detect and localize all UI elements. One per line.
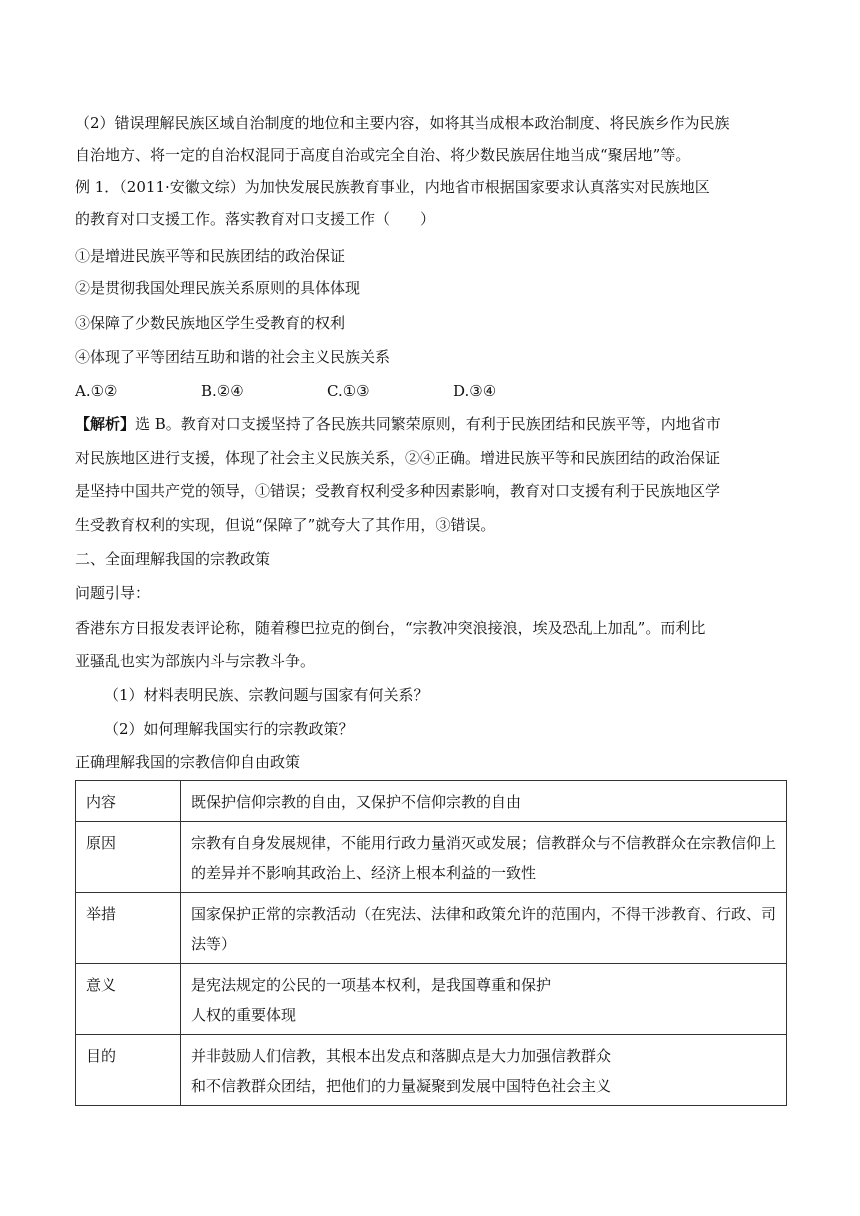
analysis-line4: 生受教育权利的实现，但说“保障了”就夸大了其作用，③错误。: [75, 516, 496, 534]
row-content: [180, 822, 786, 893]
option-b: B.②④: [201, 382, 244, 400]
row-content: [180, 1035, 786, 1106]
guide-label: 问题引导：: [75, 584, 151, 602]
row-label: 原因: [76, 822, 181, 893]
example1-item-2: ②是贯彻我国处理民族关系原则的具体体现: [75, 279, 361, 297]
analysis-line3: 是坚持中国共产党的领导，①错误；受教育权利受多种因素影响，教育对口支援有利于民族地区学: [75, 482, 721, 500]
table-caption: 正确理解我国的宗教信仰自由政策: [75, 753, 301, 771]
example1-stem-line1: 例 1．（2011·安徽文综）为加快发展民族教育事业，内地省市根据国家要求认真落实对民族地区: [75, 178, 710, 196]
question-2: （2）如何理解我国实行的宗教政策？: [104, 720, 354, 738]
table-row: [76, 781, 787, 822]
question-1: （1）材料表明民族、宗教问题与国家有何关系？: [104, 686, 429, 704]
example1-item-4: ④体现了平等团结互助和谐的社会主义民族关系: [75, 348, 391, 366]
row-content-line: 和不信教群众团结，把他们的力量凝聚到发展中国特色社会主义: [190, 1077, 611, 1095]
section2-heading: 二、全面理解我国的宗教政策: [75, 550, 271, 568]
material-line2: 亚骚乱也实为部族内斗与宗教斗争。: [75, 652, 316, 670]
example1-options: [75, 381, 579, 401]
row-label: 意义: [76, 964, 181, 1035]
analysis-line2: 对民族地区进行支援，体现了社会主义民族关系，②④正确。增进民族平等和民族团结的政治保证: [75, 449, 721, 467]
row-content-line: 的差异并不影响其政治上、经济上根本利益的一致性: [190, 864, 536, 882]
row-content: [180, 893, 786, 964]
table-row: [76, 822, 787, 893]
row-label: 举措: [76, 893, 181, 964]
intro-point2-line1: （2）错误理解民族区域自治制度的地位和主要内容，如将其当成根本政治制度、将民族乡作为民族: [75, 114, 730, 132]
analysis-line1-text: 选 B。教育对口支援坚持了各民族共同繁荣原则，有利于民族团结和民族平等，内地省市: [135, 415, 721, 433]
option-a: A.①②: [75, 382, 118, 400]
material-line1: 香港东方日报发表评论称，随着穆巴拉克的倒台，“宗教冲突浪接浪，埃及恐乱上加乱”。而利比: [75, 619, 706, 637]
table-row: [76, 1035, 787, 1106]
row-content-line: 法等）: [190, 935, 236, 953]
table-row: [76, 964, 787, 1035]
option-c: C.①③: [327, 382, 370, 400]
table-row: [76, 893, 787, 964]
row-content-line: 是宪法规定的公民的一项基本权利，是我国尊重和保护: [190, 976, 551, 994]
row-content-line: 并非鼓励人们信教，其根本出发点和落脚点是大力加强信教群众: [190, 1047, 611, 1065]
religion-policy-table: [75, 780, 787, 1106]
row-content-line: 国家保护正常的宗教活动（在宪法、法律和政策允许的范围内，不得干涉教育、行政、司: [190, 905, 776, 923]
example1-item-3: ③保障了少数民族地区学生受教育的权利: [75, 314, 346, 332]
row-content-line: 人权的重要体现: [190, 1006, 296, 1024]
row-label: 内容: [76, 781, 181, 822]
row-content-line: 既保护信仰宗教的自由，又保护不信仰宗教的自由: [190, 793, 521, 811]
intro-point2-line2: 自治地方、将一定的自治权混同于高度自治或完全自治、将少数民族居住地当成“聚居地”等。: [75, 146, 691, 164]
row-content: [180, 781, 786, 822]
analysis-tag: 【解析】: [75, 415, 136, 433]
row-content: [180, 964, 786, 1035]
row-content-line: 宗教有自身发展规律，不能用行政力量消灭或发展；信教群众与不信教群众在宗教信仰上: [190, 834, 776, 852]
option-d: D.③④: [453, 382, 497, 400]
example1-item-1: ①是增进民族平等和民族团结的政治保证: [75, 247, 346, 265]
analysis-line1: [75, 414, 721, 434]
row-label: 目的: [76, 1035, 181, 1106]
example1-stem-line2: 的教育对口支援工作。落实教育对口支援工作（ ）: [75, 210, 436, 228]
